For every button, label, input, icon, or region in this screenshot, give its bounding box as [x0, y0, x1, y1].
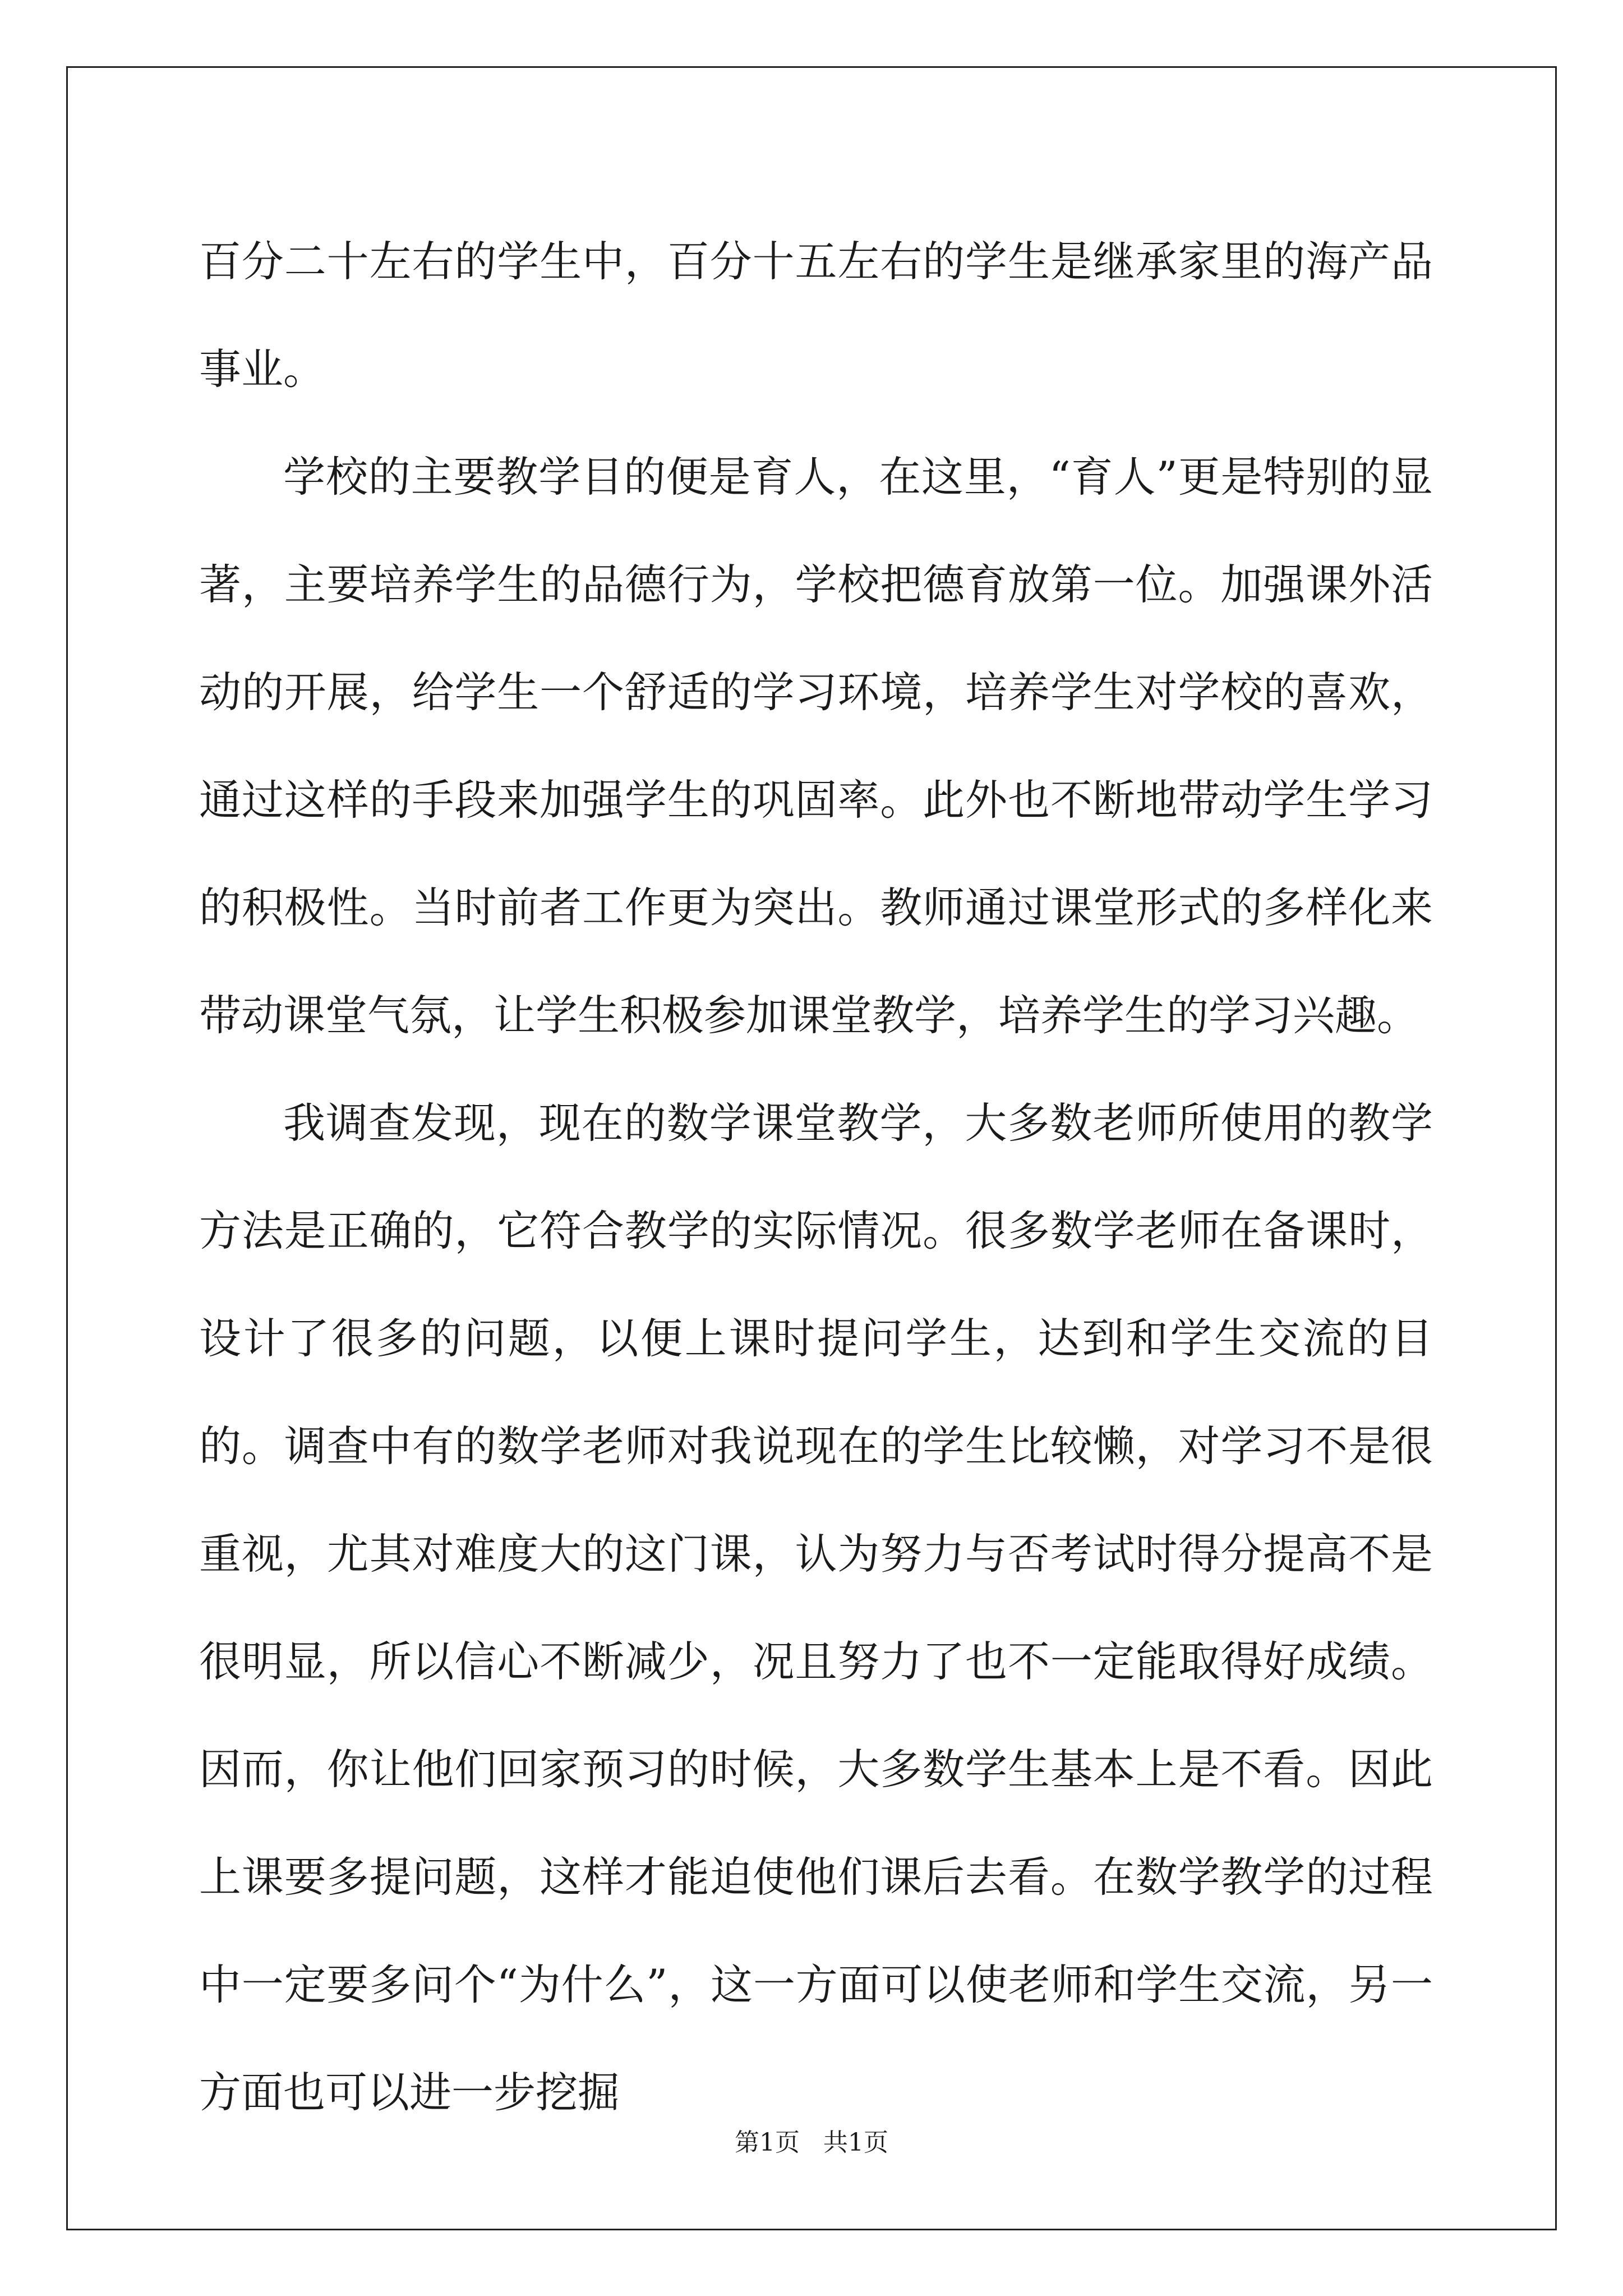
paragraph-2: 学校的主要教学目的便是育人，在这里，“育人”更是特别的显著，主要培养学生的品德行为，学校把德育放第一位。加强课外活动的开展，给学生一个舒适的学习环境，培养学生对学校的喜欢，通过这样的手段来加强学生的巩固率。此外也不断地带动学生学习的积极性。当时前者工作更为突出。教师通过课堂形式的多样化来带动课堂气氛，让学生积极参加课堂教学，培养学生的学习兴趣。 — [199, 452, 1433, 1040]
page-footer — [0, 2126, 1623, 2160]
paragraph-1: 百分二十左右的学生中，百分十五左右的学生是继承家里的海产品事业。 — [199, 237, 1433, 394]
paragraph-3: 我调查发现，现在的数学课堂教学，大多数老师所使用的教学方法是正确的，它符合教学的实际情况。很多数学老师在备课时，设计了很多的问题，以便上课时提问学生，达到和学生交流的目的。调查中有的数学老师对我说现在的学生比较懒，对学习不是很重视，尤其对难度大的这门课，认为努力与否考试时得分提高不是很明显，所以信心不断减少，况且努力了也不一定能取得好成绩。因而，你让他们回家预习的时候，大多数学生基本上是不看。因此上课要多提问题，这样才能迫使他们课后去看。在数学教学的过程中一定要多问个“为什么”，这一方面可以使老师和学生交流，另一方面也可以进一步挖掘 — [199, 1098, 1433, 2117]
document-body — [199, 208, 1433, 2146]
page-number: 第1页 — [735, 2128, 800, 2157]
page-total: 共1页 — [823, 2128, 888, 2157]
